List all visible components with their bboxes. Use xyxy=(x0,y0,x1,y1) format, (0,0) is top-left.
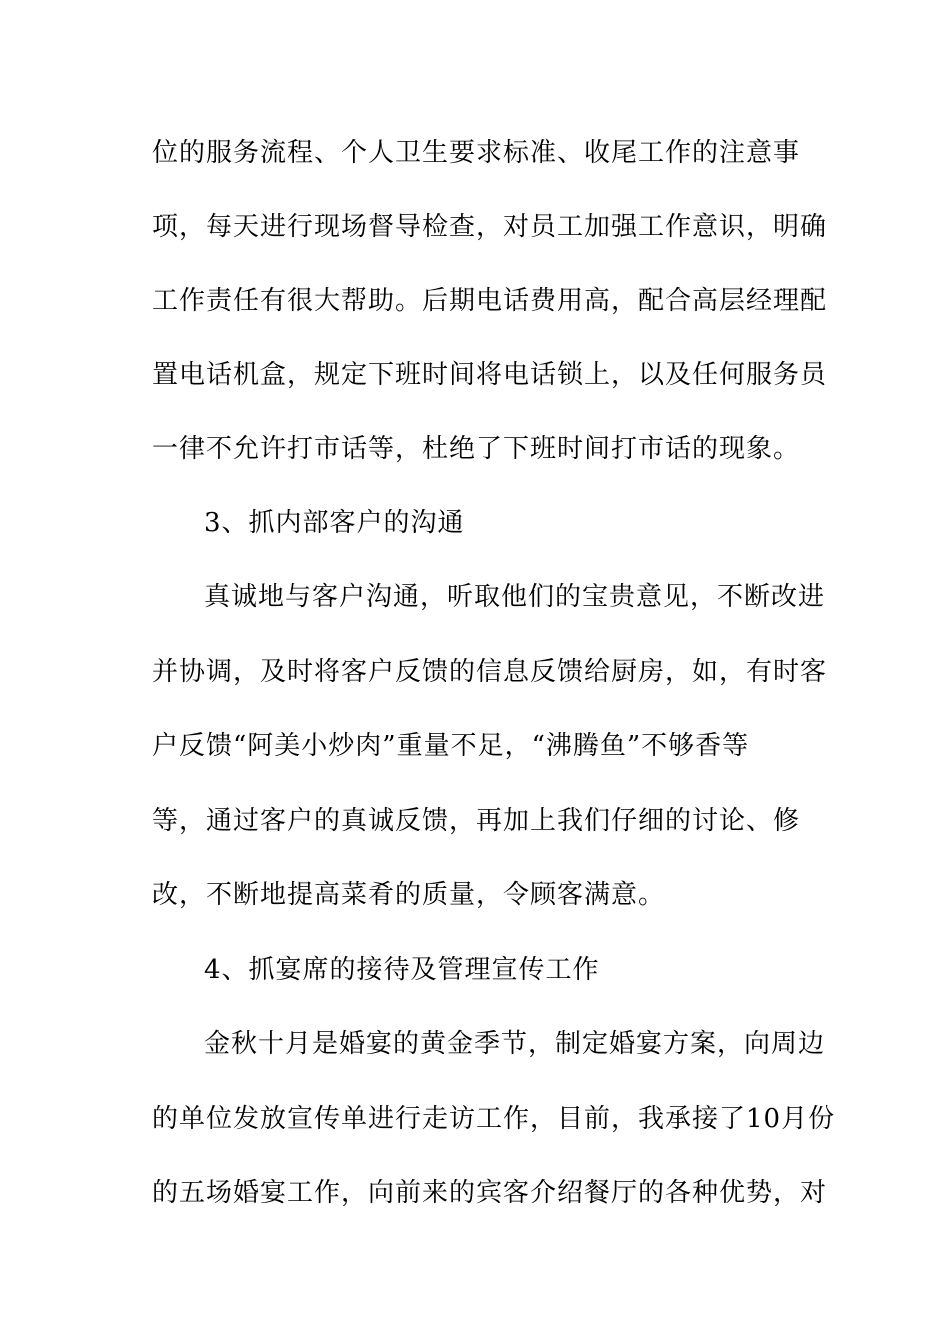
paragraph-line: 置电话机盒，规定下班时间将电话锁上，以及任何服务员 xyxy=(152,360,828,390)
paragraph-line: 工作责任有很大帮助。后期电话费用高，配合高层经理配 xyxy=(152,286,828,316)
paragraph-line: 真诚地与客户沟通，听取他们的宝贵意见，不断改进 xyxy=(204,582,826,612)
paragraph-line: 一律不允许打市话等，杜绝了下班时间打市话的现象。 xyxy=(152,434,801,464)
paragraph-line: 改，不断地提高菜肴的质量，令顾客满意。 xyxy=(152,880,666,910)
paragraph-line: 等，通过客户的真诚反馈，再加上我们仔细的讨论、修 xyxy=(152,806,801,836)
section-heading: 4、抓宴席的接待及管理宣传工作 xyxy=(204,955,600,985)
paragraph-line: 的单位发放宣传单进行走访工作，目前，我承接了10月份 xyxy=(152,1104,836,1134)
paragraph-line: 项，每天进行现场督导检查，对员工加强工作意识，明确 xyxy=(152,212,828,242)
section-heading: 3、抓内部客户的沟通 xyxy=(204,508,465,538)
paragraph-line: 的五场婚宴工作，向前来的宾客介绍餐厅的各种优势，对 xyxy=(152,1178,828,1208)
paragraph-line: 金秋十月是婚宴的黄金季节，制定婚宴方案，向周边 xyxy=(204,1029,826,1059)
paragraph-line: 并协调，及时将客户反馈的信息反馈给厨房，如，有时客 xyxy=(152,657,828,687)
paragraph-line: 位的服务流程、个人卫生要求标准、收尾工作的注意事 xyxy=(152,138,801,168)
paragraph-line: 户反馈“阿美小炒肉”重量不足，“沸腾鱼”不够香等 xyxy=(152,731,750,761)
